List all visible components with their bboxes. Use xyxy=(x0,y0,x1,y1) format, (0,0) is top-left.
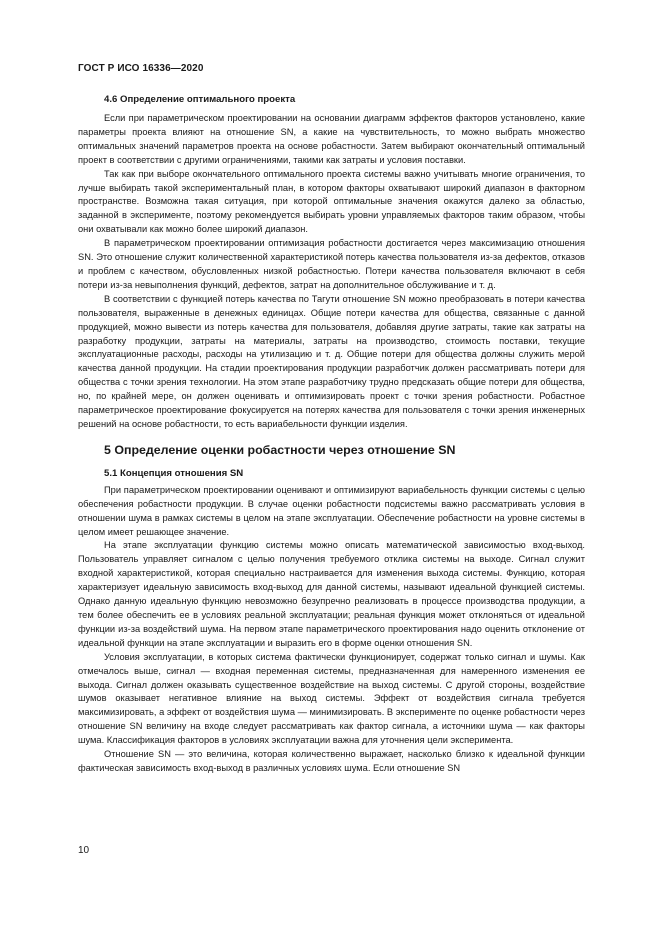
paragraph: В соответствии с функцией потерь качества по Тагути отношение SN можно преобразовать в потери качества пользователя, выраженные в денежных единицах. Общие потери качества для общества, связанные с данной продукцией, можно вывести из потерь качества для пользователя, добавляя другие затраты, такие как затраты на разработку продукции, затраты на материалы, затраты на производство, стоимость поставки, текущие эксплуатационные расходы, расходы на утилизацию и т. д. Общие потери для общества должны служить мерой качества данной продукции. На стадии проектирования продукции разработчик должен рассматривать потери для общества с точки зрения технологии. На этом этапе разработчику трудно предсказать общие потери для общества, но, по крайней мере, он должен оценивать и оптимизировать проект с точки зрения робастности. Робастное параметрическое проектирование фокусируется на потерях качества для пользователя с точки зрения инженерных решений на основе робастности, то есть вариабельности функции изделия. xyxy=(78,293,585,429)
paragraph: Так как при выборе окончательного оптимального проекта системы важно учитывать многие ограничения, то лучше выбирать такой экспериментальный план, в котором факторы охватывают широкий диапазон в факторном пространстве. Возможна такая ситуация, при которой оптимальные значения окажутся далеко за областью, заданной в эксперименте, поэтому рекомендуется выбирать уровни управляемых факторов таким образом, чтобы они охватывали как можно более широкий диапазон. xyxy=(78,168,585,235)
standard-designation: ГОСТ Р ИСО 16336—2020 xyxy=(78,63,204,74)
paragraph: При параметрическом проектировании оценивают и оптимизируют вариабельность функции системы с целью обеспечения робастности продукции. В случае оценки робастности подсистемы важно рассматривать условия в отношении шума в рамках системы в целом на этапе эксплуатации. Обеспечение робастности на уровне системы в целом имеет решающее значение. xyxy=(78,484,585,537)
paragraph: В параметрическом проектировании оптимизация робастности достигается через максимизацию отношения SN. Это отношение служит количественной характеристикой потерь качества пользователя из-за дефектов, отказов и проблем с качеством, обусловленных низкой робастностью. Потери качества пользователя включают в себя потери из-за невыполнения функций, дефектов, затрат на дополнительное обслуживание и т. д. xyxy=(78,238,585,290)
section-5-heading: 5 Определение оценки робастности через отношение SN xyxy=(104,442,456,457)
paragraph: Условия эксплуатации, в которых система фактически функционирует, содержат только сигнал и шумы. Как отмечалось выше, сигнал — входная переменная системы, предназначенная для намеренного изменения ее выхода. Сигнал должен оказывать существенное воздействие на выход системы. С другой стороны, воздействие шумов оказывает негативное влияние на выход системы. Эффект от воздействия сигнала требуется максимизировать, а эффект от воздействия шума — минимизировать. В эксперименте по оценке робастности через отношение SN величину на входе следует рассматривать как фактор сигнала, а источники шума — как факторы шума. Классификация факторов в условиях эксплуатации важна для уточнения цели эксперимента. xyxy=(78,651,585,746)
section-4-6-heading: 4.6 Определение оптимального проекта xyxy=(104,94,296,105)
section-5-1-heading: 5.1 Концепция отношения SN xyxy=(104,467,244,479)
page-number: 10 xyxy=(78,845,90,856)
page-content xyxy=(78,93,585,776)
paragraph: Отношение SN — это величина, которая количественно выражает, насколько близко к идеальной функции фактическая зависимость вход-выход в различных условиях шума. Если отношение SN xyxy=(78,749,585,773)
paragraph: Если при параметрическом проектировании на основании диаграмм эффектов факторов установлено, какие параметры проекта влияют на отношение SN, а какие на чувствительность, то можно выбрать множество оптимальных значений параметров проекта на основе робастности. Затем выбирают окончательный оптимальный проект в соответствии с другими ограничениями, такими как затраты и условия поставки. xyxy=(78,113,585,165)
paragraph: На этапе эксплуатации функцию системы можно описать математической зависимостью вход-выход. Пользователь управляет сигналом с целью получения требуемого отклика системы на выходе. Сигнал служит входной характеристикой, которая специально настраивается для изменения выхода системы. Функцию, которая характеризует идеальную зависимость вход-выход для данной системы, называют идеальной функцией системы. Однако данную идеальную функцию невозможно безупречно реализовать в процессе производства продукции, а тем более обеспечить ее в условиях реальной эксплуатации; реальная функция может отклоняться от идеальной функции из-за воздействий шума. На первом этапе параметрического проектирования надо оценить отклонение от идеальной функции на этапе эксплуатации и выразить его в форме оценки отношения SN. xyxy=(78,540,585,648)
